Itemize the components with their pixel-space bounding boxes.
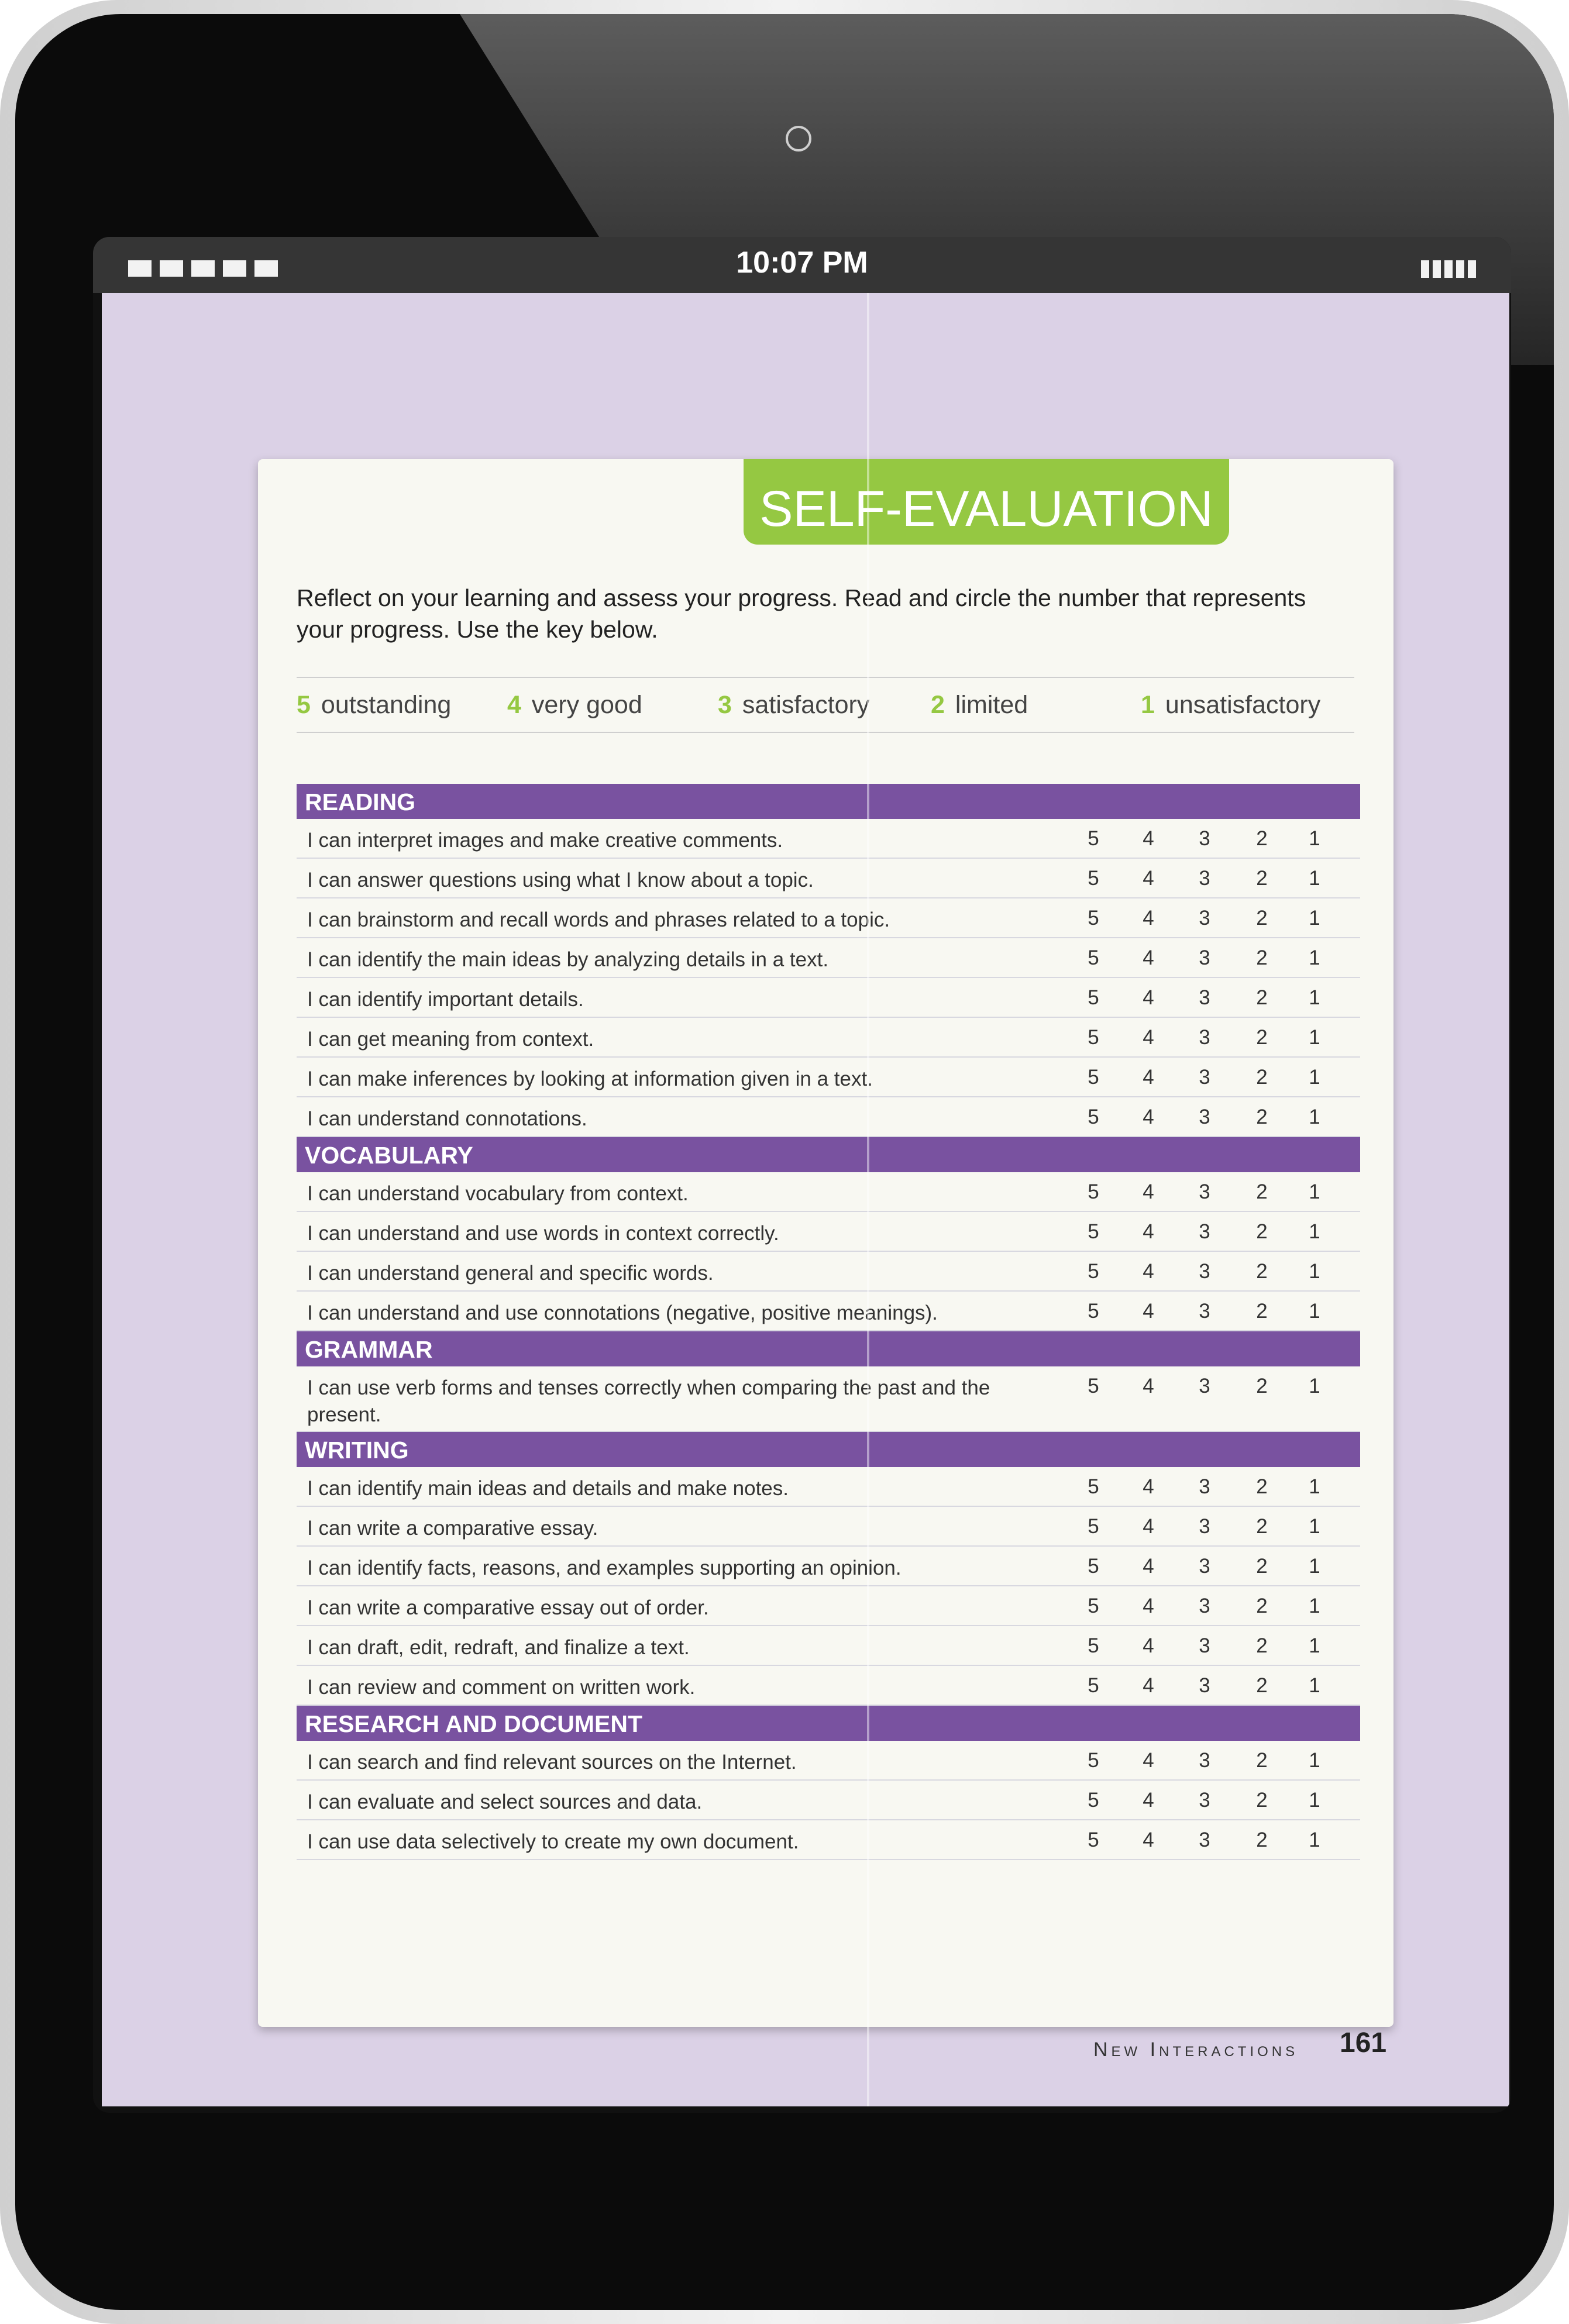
- table-row: [297, 1018, 1360, 1058]
- table-row: [297, 1781, 1360, 1820]
- score-option-3[interactable]: 3: [1199, 1674, 1210, 1697]
- statement-text: I can draft, edit, redraft, and finalize a text.: [307, 1636, 690, 1659]
- score-option-1[interactable]: 1: [1309, 1066, 1320, 1089]
- score-option-3[interactable]: 3: [1199, 1475, 1210, 1498]
- section-header: GRAMMAR: [297, 1331, 1360, 1366]
- statement-text: I can write a comparative essay.: [307, 1517, 598, 1540]
- score-option-4[interactable]: 4: [1143, 1300, 1154, 1323]
- key-item: 3 satisfactory: [718, 691, 870, 719]
- statement-text: I can use data selectively to create my own document.: [307, 1830, 799, 1853]
- score-option-2[interactable]: 2: [1256, 867, 1268, 890]
- score-option-3[interactable]: 3: [1199, 1829, 1210, 1851]
- statement-text: I can understand vocabulary from context.: [307, 1182, 689, 1205]
- status-time: 10:07 PM: [736, 246, 868, 280]
- score-option-1[interactable]: 1: [1309, 1515, 1320, 1538]
- score-option-4[interactable]: 4: [1143, 1180, 1154, 1203]
- score-option-4[interactable]: 4: [1143, 1066, 1154, 1089]
- score-option-2[interactable]: 2: [1256, 986, 1268, 1009]
- table-row: [297, 1820, 1360, 1860]
- statement-text: I can write a comparative essay out of order.: [307, 1596, 709, 1619]
- statement-text: I can understand connotations.: [307, 1107, 587, 1130]
- statement-text: I can identify the main ideas by analyzing details in a text.: [307, 948, 829, 971]
- table-row: [297, 1507, 1360, 1547]
- score-option-3[interactable]: 3: [1199, 1634, 1210, 1657]
- score-option-1[interactable]: 1: [1309, 1829, 1320, 1851]
- page-number: 161: [1340, 2027, 1387, 2058]
- score-option-5[interactable]: 5: [1088, 1595, 1099, 1617]
- statement-text: I can understand and use words in context correctly.: [307, 1222, 779, 1245]
- score-option-3[interactable]: 3: [1199, 1260, 1210, 1283]
- section-header: WRITING: [297, 1432, 1360, 1467]
- score-option-3[interactable]: 3: [1199, 1300, 1210, 1323]
- score-option-3[interactable]: 3: [1199, 867, 1210, 890]
- page-title: SELF-EVALUATION: [744, 459, 1229, 545]
- table-row: [297, 1741, 1360, 1781]
- score-option-5[interactable]: 5: [1088, 1026, 1099, 1049]
- score-option-2[interactable]: 2: [1256, 1066, 1268, 1089]
- score-option-1[interactable]: 1: [1309, 1260, 1320, 1283]
- score-option-5[interactable]: 5: [1088, 1829, 1099, 1851]
- score-option-2[interactable]: 2: [1256, 1555, 1268, 1578]
- score-option-2[interactable]: 2: [1256, 1829, 1268, 1851]
- score-option-2[interactable]: 2: [1256, 827, 1268, 850]
- key-item: 4 very good: [507, 691, 642, 719]
- score-option-2[interactable]: 2: [1256, 1026, 1268, 1049]
- score-option-2[interactable]: 2: [1256, 1515, 1268, 1538]
- score-option-5[interactable]: 5: [1088, 1634, 1099, 1657]
- score-option-3[interactable]: 3: [1199, 827, 1210, 850]
- table-row: [297, 1666, 1360, 1706]
- score-option-3[interactable]: 3: [1199, 1220, 1210, 1243]
- score-option-3[interactable]: 3: [1199, 907, 1210, 929]
- self-evaluation-card: [258, 459, 1393, 2027]
- table-row: [297, 1097, 1360, 1137]
- score-option-2[interactable]: 2: [1256, 1220, 1268, 1243]
- statement-text: I can interpret images and make creative comments.: [307, 829, 783, 852]
- score-option-2[interactable]: 2: [1256, 1375, 1268, 1397]
- score-option-4[interactable]: 4: [1143, 1106, 1154, 1128]
- statement-text: I can use verb forms and tenses correctly when comparing the past and the present.: [307, 1376, 990, 1426]
- score-option-4[interactable]: 4: [1143, 907, 1154, 929]
- statement-text: I can identify important details.: [307, 988, 584, 1011]
- score-option-5[interactable]: 5: [1088, 946, 1099, 969]
- statement-text: I can review and comment on written work.: [307, 1676, 696, 1699]
- score-option-4[interactable]: 4: [1143, 1375, 1154, 1397]
- score-option-5[interactable]: 5: [1088, 1475, 1099, 1498]
- score-option-3[interactable]: 3: [1199, 1066, 1210, 1089]
- score-option-5[interactable]: 5: [1088, 867, 1099, 890]
- score-option-5[interactable]: 5: [1088, 1220, 1099, 1243]
- score-option-1[interactable]: 1: [1309, 1634, 1320, 1657]
- score-option-2[interactable]: 2: [1256, 1300, 1268, 1323]
- score-option-3[interactable]: 3: [1199, 1515, 1210, 1538]
- table-row: [297, 1626, 1360, 1666]
- evaluation-table: [297, 784, 1360, 1860]
- statement-text: I can brainstorm and recall words and phrases related to a topic.: [307, 908, 890, 931]
- score-option-2[interactable]: 2: [1256, 1180, 1268, 1203]
- section-header: VOCABULARY: [297, 1137, 1360, 1172]
- key-item: 2 limited: [931, 691, 1028, 719]
- score-option-2[interactable]: 2: [1256, 1106, 1268, 1128]
- table-row: [297, 978, 1360, 1018]
- score-option-1[interactable]: 1: [1309, 1220, 1320, 1243]
- score-option-4[interactable]: 4: [1143, 946, 1154, 969]
- score-option-1[interactable]: 1: [1309, 1475, 1320, 1498]
- key-item: 1 unsatisfactory: [1141, 691, 1321, 719]
- score-option-2[interactable]: 2: [1256, 1595, 1268, 1617]
- score-option-1[interactable]: 1: [1309, 986, 1320, 1009]
- score-option-1[interactable]: 1: [1309, 946, 1320, 969]
- score-option-2[interactable]: 2: [1256, 946, 1268, 969]
- score-option-4[interactable]: 4: [1143, 986, 1154, 1009]
- score-option-1[interactable]: 1: [1309, 907, 1320, 929]
- score-option-5[interactable]: 5: [1088, 1180, 1099, 1203]
- score-option-5[interactable]: 5: [1088, 1674, 1099, 1697]
- statement-text: I can identify main ideas and details and make notes.: [307, 1477, 789, 1500]
- score-option-4[interactable]: 4: [1143, 1475, 1154, 1498]
- score-option-4[interactable]: 4: [1143, 1789, 1154, 1812]
- score-option-3[interactable]: 3: [1199, 1375, 1210, 1397]
- key-item: 5 outstanding: [297, 691, 452, 719]
- score-option-2[interactable]: 2: [1256, 1749, 1268, 1772]
- table-row: [297, 1058, 1360, 1097]
- score-option-4[interactable]: 4: [1143, 1674, 1154, 1697]
- statement-text: I can identify facts, reasons, and examples supporting an opinion.: [307, 1557, 902, 1579]
- table-row: [297, 1586, 1360, 1626]
- camera-icon: [786, 126, 811, 152]
- rating-key: [297, 677, 1354, 733]
- score-option-5[interactable]: 5: [1088, 1066, 1099, 1089]
- score-option-4[interactable]: 4: [1143, 1515, 1154, 1538]
- score-option-5[interactable]: 5: [1088, 1515, 1099, 1538]
- table-row: [297, 819, 1360, 859]
- tablet-bezel: [15, 14, 1554, 2310]
- section-header: READING: [297, 784, 1360, 819]
- score-option-4[interactable]: 4: [1143, 1260, 1154, 1283]
- table-row: [297, 1252, 1360, 1292]
- score-option-5[interactable]: 5: [1088, 1749, 1099, 1772]
- statement-text: I can search and find relevant sources on the Internet.: [307, 1751, 797, 1774]
- score-option-3[interactable]: 3: [1199, 946, 1210, 969]
- score-option-1[interactable]: 1: [1309, 1674, 1320, 1697]
- score-option-4[interactable]: 4: [1143, 1595, 1154, 1617]
- score-option-2[interactable]: 2: [1256, 1789, 1268, 1812]
- table-row: [297, 1172, 1360, 1212]
- score-option-5[interactable]: 5: [1088, 1555, 1099, 1578]
- statement-text: I can make inferences by looking at information given in a text.: [307, 1068, 873, 1090]
- table-row: [297, 1366, 1360, 1432]
- score-option-2[interactable]: 2: [1256, 1475, 1268, 1498]
- score-option-3[interactable]: 3: [1199, 1749, 1210, 1772]
- score-option-1[interactable]: 1: [1309, 1789, 1320, 1812]
- section-header: RESEARCH AND DOCUMENT: [297, 1706, 1360, 1741]
- intro-text: Reflect on your learning and assess your progress. Read and circle the number that represents your progress. Use the key below.: [297, 584, 1306, 643]
- statement-text: I can evaluate and select sources and data.: [307, 1791, 703, 1813]
- table-row: [297, 859, 1360, 898]
- score-option-5[interactable]: 5: [1088, 1375, 1099, 1397]
- table-row: [297, 938, 1360, 978]
- table-row: [297, 898, 1360, 938]
- score-option-3[interactable]: 3: [1199, 986, 1210, 1009]
- score-option-4[interactable]: 4: [1143, 1749, 1154, 1772]
- score-option-1[interactable]: 1: [1309, 1300, 1320, 1323]
- table-row: [297, 1547, 1360, 1586]
- score-option-1[interactable]: 1: [1309, 1026, 1320, 1049]
- score-option-5[interactable]: 5: [1088, 1260, 1099, 1283]
- score-option-1[interactable]: 1: [1309, 1555, 1320, 1578]
- score-option-3[interactable]: 3: [1199, 1180, 1210, 1203]
- score-option-1[interactable]: 1: [1309, 1180, 1320, 1203]
- score-option-4[interactable]: 4: [1143, 1634, 1154, 1657]
- score-option-1[interactable]: 1: [1309, 1595, 1320, 1617]
- score-option-4[interactable]: 4: [1143, 1026, 1154, 1049]
- table-row: [297, 1467, 1360, 1507]
- book-page: [102, 293, 1509, 2106]
- table-row: [297, 1212, 1360, 1252]
- score-option-5[interactable]: 5: [1088, 907, 1099, 929]
- score-option-5[interactable]: 5: [1088, 986, 1099, 1009]
- statement-text: I can understand general and specific words.: [307, 1262, 714, 1285]
- statement-text: I can answer questions using what I know about a topic.: [307, 869, 814, 891]
- score-option-5[interactable]: 5: [1088, 1300, 1099, 1323]
- score-option-1[interactable]: 1: [1309, 1749, 1320, 1772]
- book-title: New Interactions: [1093, 2039, 1299, 2061]
- score-option-4[interactable]: 4: [1143, 1829, 1154, 1851]
- score-option-4[interactable]: 4: [1143, 1220, 1154, 1243]
- score-option-1[interactable]: 1: [1309, 1106, 1320, 1128]
- score-option-4[interactable]: 4: [1143, 1555, 1154, 1578]
- score-option-3[interactable]: 3: [1199, 1555, 1210, 1578]
- score-option-3[interactable]: 3: [1199, 1789, 1210, 1812]
- score-option-3[interactable]: 3: [1199, 1026, 1210, 1049]
- table-row: [297, 1292, 1360, 1331]
- page-fold-line: [867, 293, 869, 2106]
- score-option-2[interactable]: 2: [1256, 907, 1268, 929]
- score-option-4[interactable]: 4: [1143, 867, 1154, 890]
- score-option-1[interactable]: 1: [1309, 1375, 1320, 1397]
- statement-text: I can understand and use connotations (negative, positive meanings).: [307, 1302, 938, 1324]
- tablet-screen: [93, 237, 1511, 2113]
- score-option-3[interactable]: 3: [1199, 1106, 1210, 1128]
- score-option-3[interactable]: 3: [1199, 1595, 1210, 1617]
- score-option-1[interactable]: 1: [1309, 827, 1320, 850]
- score-option-5[interactable]: 5: [1088, 1789, 1099, 1812]
- score-option-5[interactable]: 5: [1088, 1106, 1099, 1128]
- score-option-2[interactable]: 2: [1256, 1260, 1268, 1283]
- battery-icon: [1421, 260, 1476, 278]
- statement-text: I can get meaning from context.: [307, 1028, 594, 1051]
- status-bar: [93, 237, 1511, 293]
- score-option-1[interactable]: 1: [1309, 867, 1320, 890]
- score-option-5[interactable]: 5: [1088, 827, 1099, 850]
- score-option-2[interactable]: 2: [1256, 1634, 1268, 1657]
- score-option-4[interactable]: 4: [1143, 827, 1154, 850]
- score-option-2[interactable]: 2: [1256, 1674, 1268, 1697]
